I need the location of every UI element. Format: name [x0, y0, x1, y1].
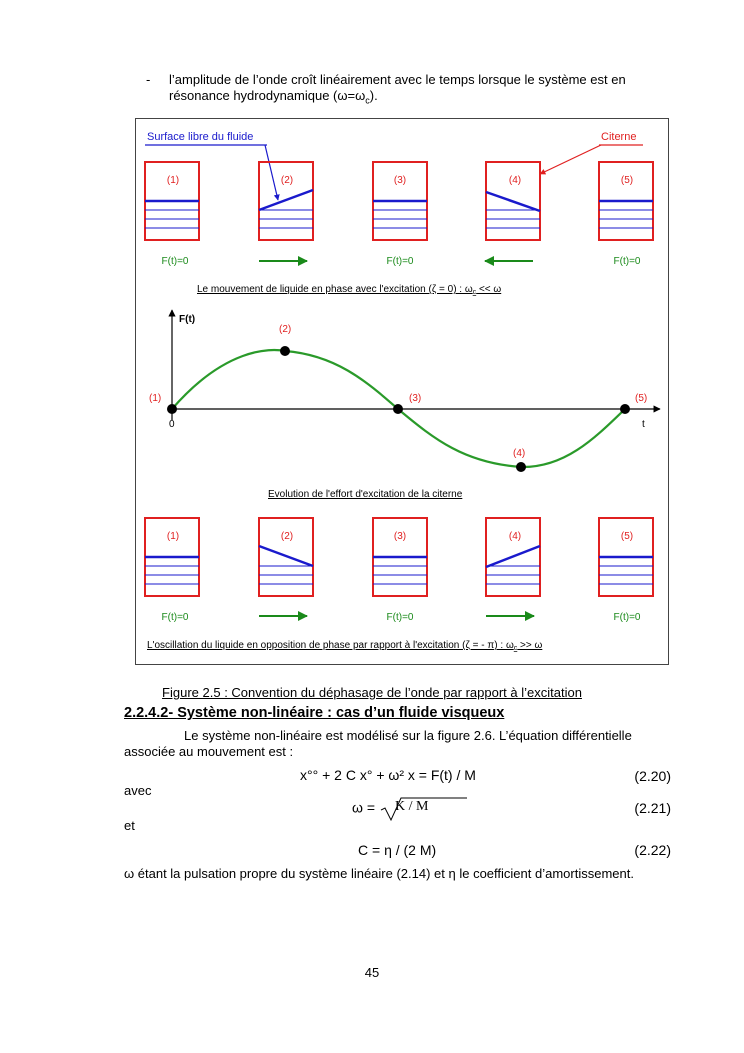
- bullet-line2: résonance hydrodynamique (ω=ω: [169, 88, 366, 103]
- tank-bottom-5-label: (5): [620, 531, 634, 542]
- label-citerne: Citerne: [601, 131, 637, 143]
- tank-row-top: [145, 162, 653, 240]
- equation-2-21-prefix: ω =: [352, 799, 375, 816]
- tank-top-2-label: (2): [280, 175, 294, 186]
- graph-label-2: (2): [279, 324, 292, 335]
- graph-label-3: (3): [409, 393, 422, 404]
- graph-point-4: [516, 462, 526, 472]
- force-bottom-1: F(t)=0: [161, 612, 189, 623]
- tank-bottom-4: [486, 518, 540, 596]
- graph-point-5: [620, 404, 630, 414]
- closing-sentence: ω étant la pulsation propre du système linéaire (2.14) et η le coefficient d’amortissement.: [124, 866, 634, 881]
- tank-bottom-4-label: (4): [508, 531, 522, 542]
- graph-x-label: t: [642, 419, 645, 430]
- top-caption: Le mouvement de liquide en phase avec l'excitation (ζ = 0) : $\omega_c << \omega$: [197, 284, 502, 296]
- tank-bottom-3-label: (3): [393, 531, 407, 542]
- tank-top-1: [145, 162, 199, 240]
- equation-2-20: x°° + 2 C x° + ω² x = F(t) / M: [300, 767, 476, 783]
- tank-top-3: [373, 162, 427, 240]
- graph-point-1: [167, 404, 177, 414]
- surface-pointer-arrow: [265, 145, 278, 200]
- force-top-3: F(t)=0: [386, 256, 414, 267]
- graph-label-5: (5): [635, 393, 648, 404]
- tank-bottom-1-label: (1): [166, 531, 180, 542]
- phase-figure: [135, 118, 669, 665]
- tank-top-4: [486, 162, 540, 240]
- graph-point-2: [280, 346, 290, 356]
- tank-top-2: [259, 162, 313, 240]
- graph-origin-label: 0: [169, 419, 175, 430]
- bullet-text: [169, 72, 674, 109]
- graph-label-1: (1): [149, 393, 162, 404]
- equation-2-21-radicand: K / M: [395, 799, 429, 814]
- force-bottom-3: F(t)=0: [386, 612, 414, 623]
- tank-top-4-label: (4): [508, 175, 522, 186]
- tank-bottom-2: [259, 518, 313, 596]
- tank-top-5: [599, 162, 653, 240]
- equation-2-22: C = η / (2 M): [358, 842, 437, 858]
- equation-2-22-label: (2.22): [634, 842, 671, 858]
- tank-bottom-3: [373, 518, 427, 596]
- force-bottom-5: F(t)=0: [613, 612, 641, 623]
- tank-top-3-label: (3): [393, 175, 407, 186]
- bullet-line2-end: ).: [369, 88, 378, 103]
- section-title: 2.2.4.2- Système non-linéaire : cas d’un fluide visqueux: [124, 705, 505, 721]
- tank-bottom-5: [599, 518, 653, 596]
- force-top-1: F(t)=0: [161, 256, 189, 267]
- bullet-line1: l’amplitude de l’onde croît linéairement avec le temps lorsque le système est en: [169, 72, 626, 87]
- graph-point-3: [393, 404, 403, 414]
- tank-bottom-1: [145, 518, 199, 596]
- bullet-dash: -: [146, 72, 151, 87]
- equation-2-21-label: (2.21): [634, 800, 671, 816]
- connector-et: et: [124, 818, 135, 833]
- middle-caption: Evolution de l'effort d'excitation de la citerne: [268, 489, 463, 500]
- force-top-5: F(t)=0: [613, 256, 641, 267]
- bottom-caption: L'oscillation du liquide en opposition de phase par rapport à l'excitation (ζ = - π) : $\omega_c >> \omega$: [147, 640, 543, 652]
- intro-paragraph: Le système non-linéaire est modélisé sur la figure 2.6. L’équation différentielle associée au mouvement est :: [124, 728, 632, 759]
- graph-y-label: F(t): [179, 314, 196, 325]
- bullet-line2-sub: c: [365, 95, 370, 106]
- tank-bottom-2-label: (2): [280, 531, 294, 542]
- label-surface-libre: Surface libre du fluide: [147, 131, 254, 143]
- page-number: 45: [364, 965, 380, 980]
- tank-top-1-label: (1): [166, 175, 180, 186]
- graph-label-4: (4): [513, 448, 526, 459]
- tank-top-5-label: (5): [620, 175, 634, 186]
- figure-caption: Figure 2.5 : Convention du déphasage de l’onde par rapport à l’excitation: [162, 685, 582, 700]
- connector-avec: avec: [124, 783, 152, 798]
- tank-row-bottom: [145, 518, 653, 596]
- citerne-pointer-arrow: [540, 145, 601, 174]
- force-graph: [149, 310, 660, 472]
- equation-2-20-label: (2.20): [634, 768, 671, 784]
